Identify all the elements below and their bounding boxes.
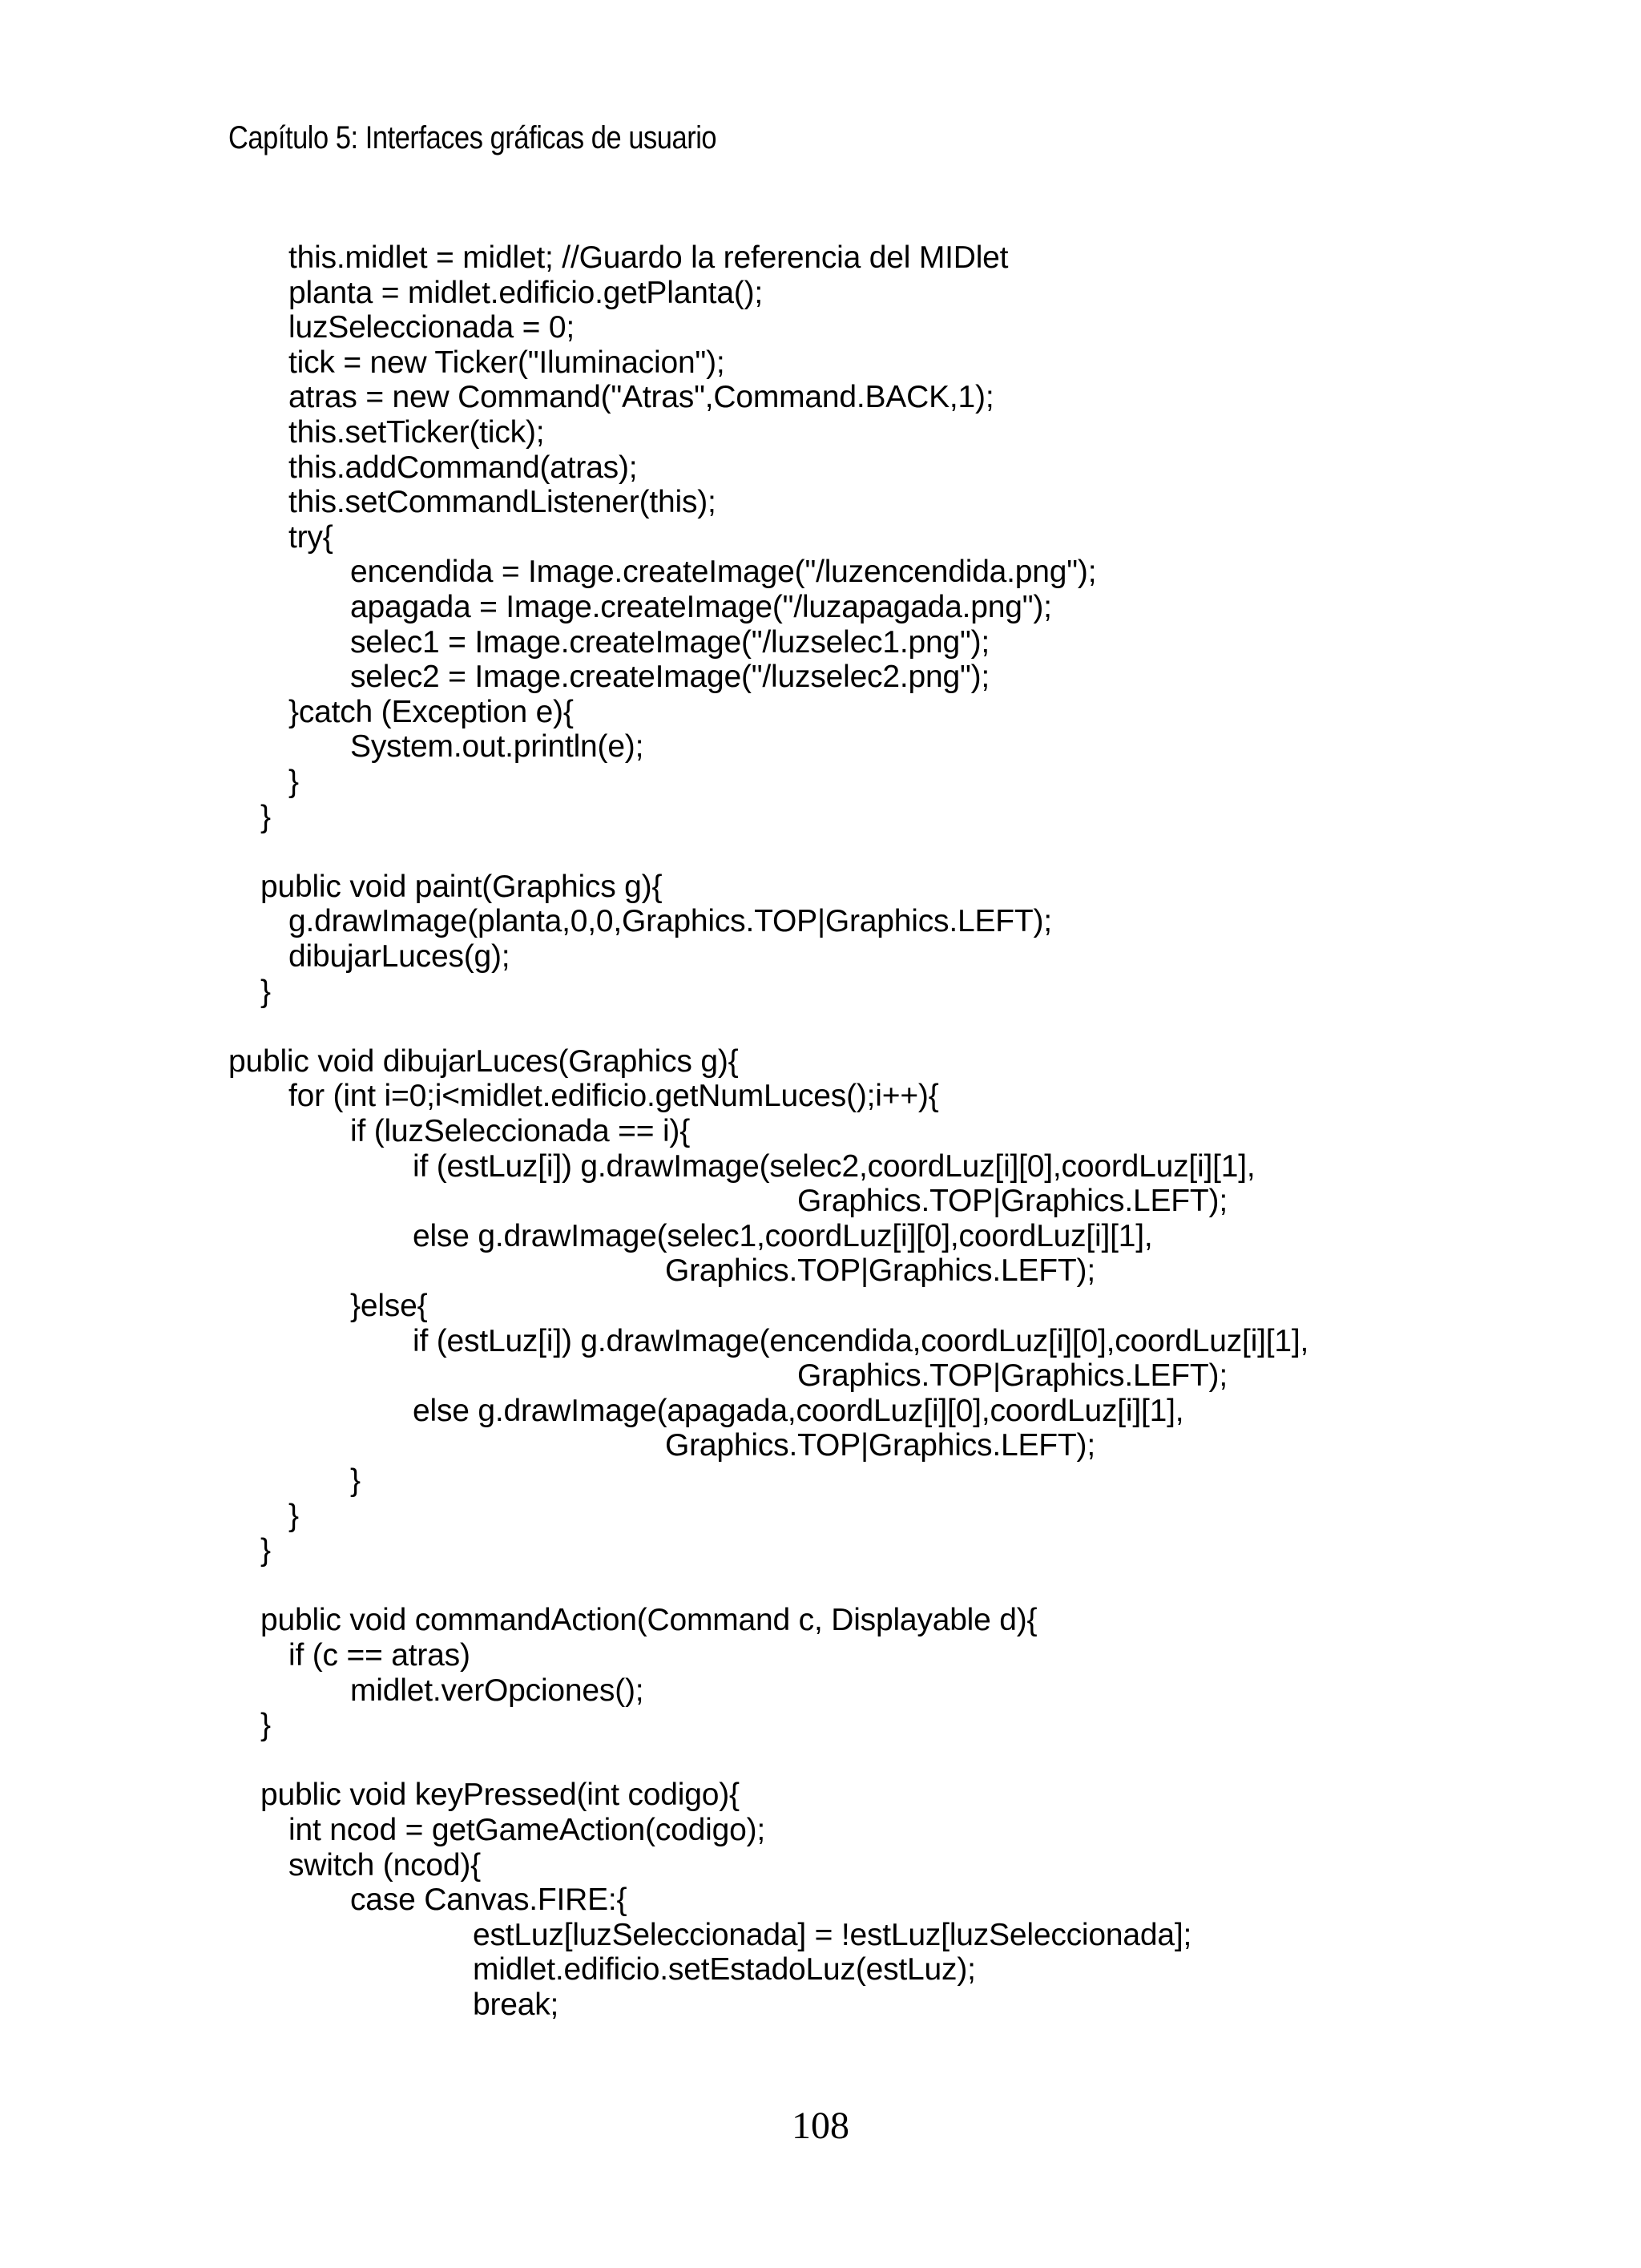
- code-line: estLuz[luzSeleccionada] = !estLuz[luzSeleccionada];: [473, 1917, 1192, 1952]
- code-line: encendida = Image.createImage("/luzencendida.png");: [350, 555, 1097, 590]
- code-line: }catch (Exception e){: [288, 694, 574, 729]
- code-line: luzSeleccionada = 0;: [288, 310, 575, 345]
- code-line: try{: [288, 519, 333, 555]
- code-line: if (estLuz[i]) g.drawImage(encendida,coordLuz[i][0],coordLuz[i][1],: [413, 1323, 1309, 1358]
- code-line: else g.drawImage(selec1,coordLuz[i][0],coordLuz[i][1],: [413, 1218, 1153, 1253]
- code-line: for (int i=0;i<midlet.edificio.getNumLuces();i++){: [288, 1079, 939, 1114]
- code-line: switch (ncod){: [288, 1847, 481, 1883]
- code-line: g.drawImage(planta,0,0,Graphics.TOP|Graphics.LEFT);: [288, 904, 1052, 939]
- code-line: Graphics.TOP|Graphics.LEFT);: [797, 1184, 1228, 1219]
- code-line: this.midlet = midlet; //Guardo la referencia del MIDlet: [288, 240, 1009, 275]
- code-line: atras = new Command("Atras",Command.BACK,1);: [288, 380, 994, 415]
- code-line: public void keyPressed(int codigo){: [260, 1778, 740, 1813]
- code-line: }: [260, 1708, 271, 1743]
- code-line: planta = midlet.edificio.getPlanta();: [288, 275, 764, 310]
- code-line: this.setCommandListener(this);: [288, 485, 716, 520]
- code-line: midlet.edificio.setEstadoLuz(estLuz);: [473, 1952, 976, 1988]
- code-line: selec2 = Image.createImage("/luzselec2.png");: [350, 660, 990, 695]
- code-line: Graphics.TOP|Graphics.LEFT);: [665, 1253, 1095, 1289]
- code-line: int ncod = getGameAction(codigo);: [288, 1813, 765, 1847]
- code-line: System.out.println(e);: [350, 729, 644, 765]
- code-line: else g.drawImage(apagada,coordLuz[i][0],coordLuz[i][1],: [413, 1393, 1184, 1428]
- code-line: public void dibujarLuces(Graphics g){: [228, 1043, 739, 1079]
- page-number: 108: [792, 2105, 849, 2147]
- code-line: if (estLuz[i]) g.drawImage(selec2,coordLuz[i][0],coordLuz[i][1],: [413, 1148, 1256, 1184]
- code-line: midlet.verOpciones();: [350, 1673, 644, 1708]
- code-line: this.setTicker(tick);: [288, 415, 545, 450]
- code-line: break;: [473, 1988, 559, 2022]
- code-line: Graphics.TOP|Graphics.LEFT);: [665, 1428, 1095, 1463]
- code-line: }: [260, 1533, 271, 1568]
- code-line: }: [288, 1498, 299, 1533]
- running-header: Capítulo 5: Interfaces gráficas de usuario: [228, 120, 717, 155]
- code-line: }: [350, 1463, 361, 1498]
- code-line: }: [260, 974, 271, 1009]
- code-line: apagada = Image.createImage("/luzapagada.png");: [350, 590, 1052, 624]
- code-line: Graphics.TOP|Graphics.LEFT);: [797, 1358, 1228, 1394]
- code-line: public void commandAction(Command c, Displayable d){: [260, 1603, 1038, 1638]
- code-line: }: [288, 765, 299, 799]
- code-line: tick = new Ticker("Iluminacion");: [288, 345, 725, 380]
- code-line: }else{: [350, 1289, 428, 1323]
- code-line: if (luzSeleccionada == i){: [350, 1114, 691, 1148]
- code-line: public void paint(Graphics g){: [260, 869, 663, 904]
- code-line: dibujarLuces(g);: [288, 939, 510, 974]
- code-line: if (c == atras): [288, 1638, 470, 1673]
- code-line: case Canvas.FIRE:{: [350, 1883, 627, 1918]
- code-line: }: [260, 799, 271, 834]
- code-line: this.addCommand(atras);: [288, 450, 638, 485]
- code-line: selec1 = Image.createImage("/luzselec1.png");: [350, 624, 990, 660]
